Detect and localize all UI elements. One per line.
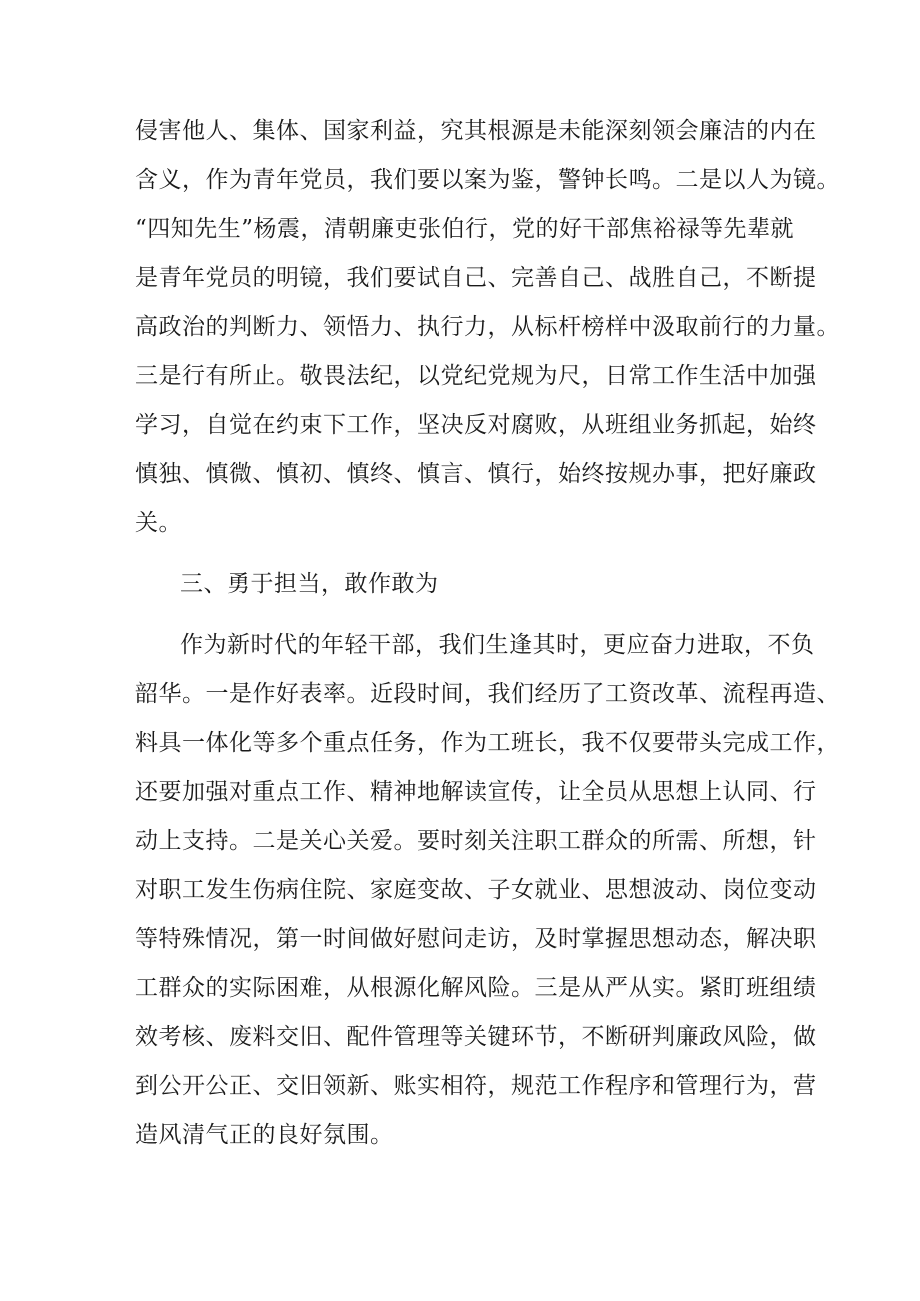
paragraph-line: 三是行有所止。敬畏法纪，以党纪党规为尺，日常工作生活中加强 bbox=[135, 363, 817, 389]
paragraph-line: 作为新时代的年轻干部，我们生逢其时，更应奋力进取，不负 bbox=[180, 632, 815, 658]
paragraph-line: 造风清气正的良好氛围。 bbox=[135, 1122, 394, 1148]
paragraph-line: 关。 bbox=[135, 510, 182, 536]
paragraph-line: 侵害他人、集体、国家利益，究其根源是未能深刻领会廉洁的内在 bbox=[135, 118, 817, 144]
paragraph-line: 学习，自觉在约束下工作，坚决反对腐败，从班组业务抓起，始终 bbox=[135, 412, 817, 438]
paragraph-line: 等特殊情况，第一时间做好慰问走访，及时掌握思想动态，解决职 bbox=[135, 926, 817, 952]
paragraph-line: 含义，作为青年党员，我们要以案为鉴，警钟长鸣。二是以人为镜。 bbox=[135, 167, 840, 193]
paragraph-line: 对职工发生伤病住院、家庭变故、子女就业、思想波动、岗位变动 bbox=[135, 877, 817, 903]
paragraph-line: 高政治的判断力、领悟力、执行力，从标杆榜样中汲取前行的力量。 bbox=[135, 314, 840, 340]
paragraph-line: 到公开公正、交旧领新、账实相符，规范工作程序和管理行为，营 bbox=[135, 1073, 817, 1099]
paragraph-line: “四知先生”杨震，清朝廉吏张伯行，党的好干部焦裕禄等先辈就 bbox=[135, 216, 795, 242]
paragraph-line: 是青年党员的明镜，我们要试自己、完善自己、战胜自己，不断提 bbox=[135, 265, 817, 291]
paragraph-line: 还要加强对重点工作、精神地解读宣传，让全员从思想上认同、行 bbox=[135, 779, 817, 805]
paragraph-line: 动上支持。二是关心关爱。要时刻关注职工群众的所需、所想，针 bbox=[135, 828, 817, 854]
paragraph-line: 料具一体化等多个重点任务，作为工班长，我不仅要带头完成工作， bbox=[135, 730, 840, 756]
paragraph-line: 韶华。一是作好表率。近段时间，我们经历了工资改革、流程再造、 bbox=[135, 681, 840, 707]
section-heading: 三、勇于担当，敢作敢为 bbox=[180, 571, 439, 597]
paragraph-line: 慎独、慎微、慎初、慎终、慎言、慎行，始终按规办事，把好廉政 bbox=[135, 461, 817, 487]
paragraph-line: 效考核、废料交旧、配件管理等关键环节，不断研判廉政风险，做 bbox=[135, 1024, 817, 1050]
paragraph-line: 工群众的实际困难，从根源化解风险。三是从严从实。紧盯班组绩 bbox=[135, 975, 817, 1001]
